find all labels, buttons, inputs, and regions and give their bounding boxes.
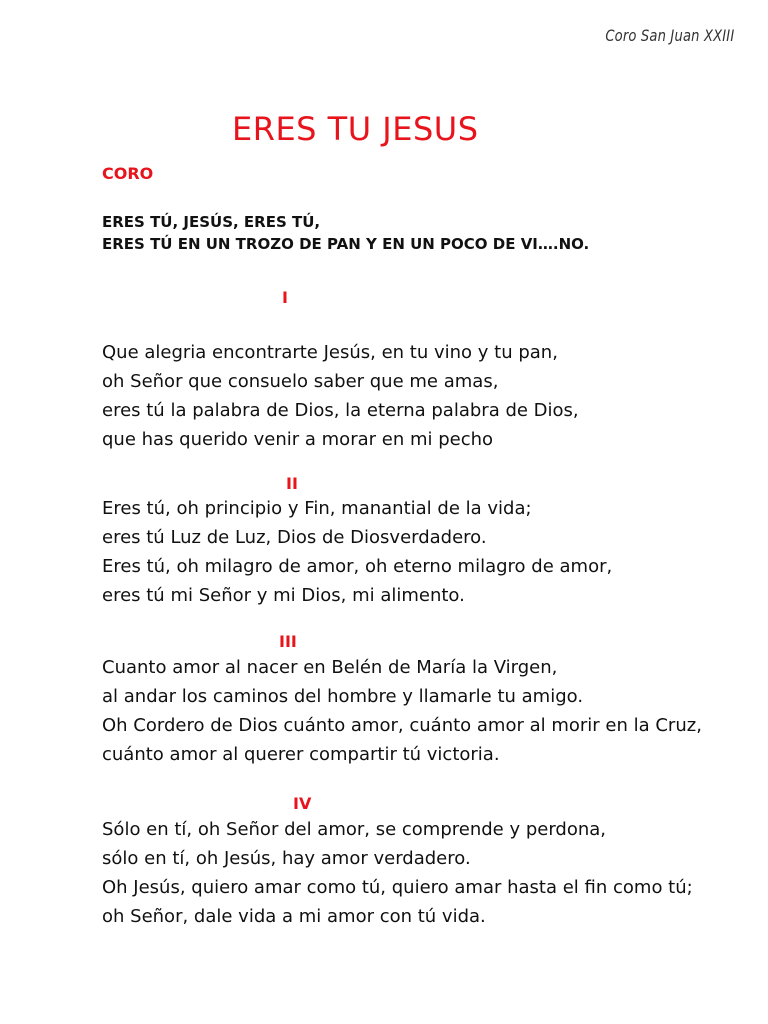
verse-line: eres tú mi Señor y mi Dios, mi alimento. — [102, 585, 465, 606]
stanza-label-3: III — [279, 632, 297, 651]
verse-line: Oh Jesús, quiero amar como tú, quiero amar hasta el fin como tú; — [102, 877, 693, 898]
verse-line: Eres tú, oh milagro de amor, oh eterno milagro de amor, — [102, 556, 613, 577]
verse-line: Eres tú, oh principio y Fin, manantial de la vida; — [102, 498, 532, 519]
stanza-4 — [102, 815, 693, 931]
stanza-2 — [102, 494, 612, 610]
verse-line: oh Señor, dale vida a mi amor con tú vida. — [102, 906, 486, 927]
stanza-3 — [102, 653, 702, 769]
stanza-label-4: IV — [293, 794, 312, 813]
verse-line: sólo en tí, oh Jesús, hay amor verdadero. — [102, 848, 471, 869]
verse-line: oh Señor que consuelo saber que me amas, — [102, 371, 499, 392]
stanza-label-1: I — [282, 288, 288, 307]
verse-line: Cuanto amor al nacer en Belén de María la Virgen, — [102, 657, 558, 678]
verse-line: eres tú la palabra de Dios, la eterna palabra de Dios, — [102, 400, 579, 421]
verse-line: Sólo en tí, oh Señor del amor, se comprende y perdona, — [102, 819, 607, 840]
verse-line: al andar los caminos del hombre y llamarle tu amigo. — [102, 686, 584, 707]
verse-line: Que alegria encontrarte Jesús, en tu vino y tu pan, — [102, 342, 558, 363]
verse-line: Oh Cordero de Dios cuánto amor, cuánto amor al morir en la Cruz, — [102, 715, 702, 736]
chorus-label: CORO — [102, 164, 154, 183]
chorus-line: ERES TÚ, JESÚS, ERES TÚ, — [102, 213, 321, 231]
stanza-label-2: II — [286, 474, 298, 493]
song-title: ERES TU JESUS — [232, 110, 479, 148]
stanza-1 — [102, 338, 579, 454]
verse-line: cuánto amor al querer compartir tú victoria. — [102, 744, 500, 765]
verse-line: que has querido venir a morar en mi pecho — [102, 429, 494, 450]
choir-header: Coro San Juan XXIII — [604, 26, 734, 45]
verse-line: eres tú Luz de Luz, Dios de Diosverdadero. — [102, 527, 487, 548]
chorus-line: ERES TÚ EN UN TROZO DE PAN Y EN UN POCO DE VI….NO. — [102, 235, 590, 253]
chorus-text — [102, 211, 589, 255]
